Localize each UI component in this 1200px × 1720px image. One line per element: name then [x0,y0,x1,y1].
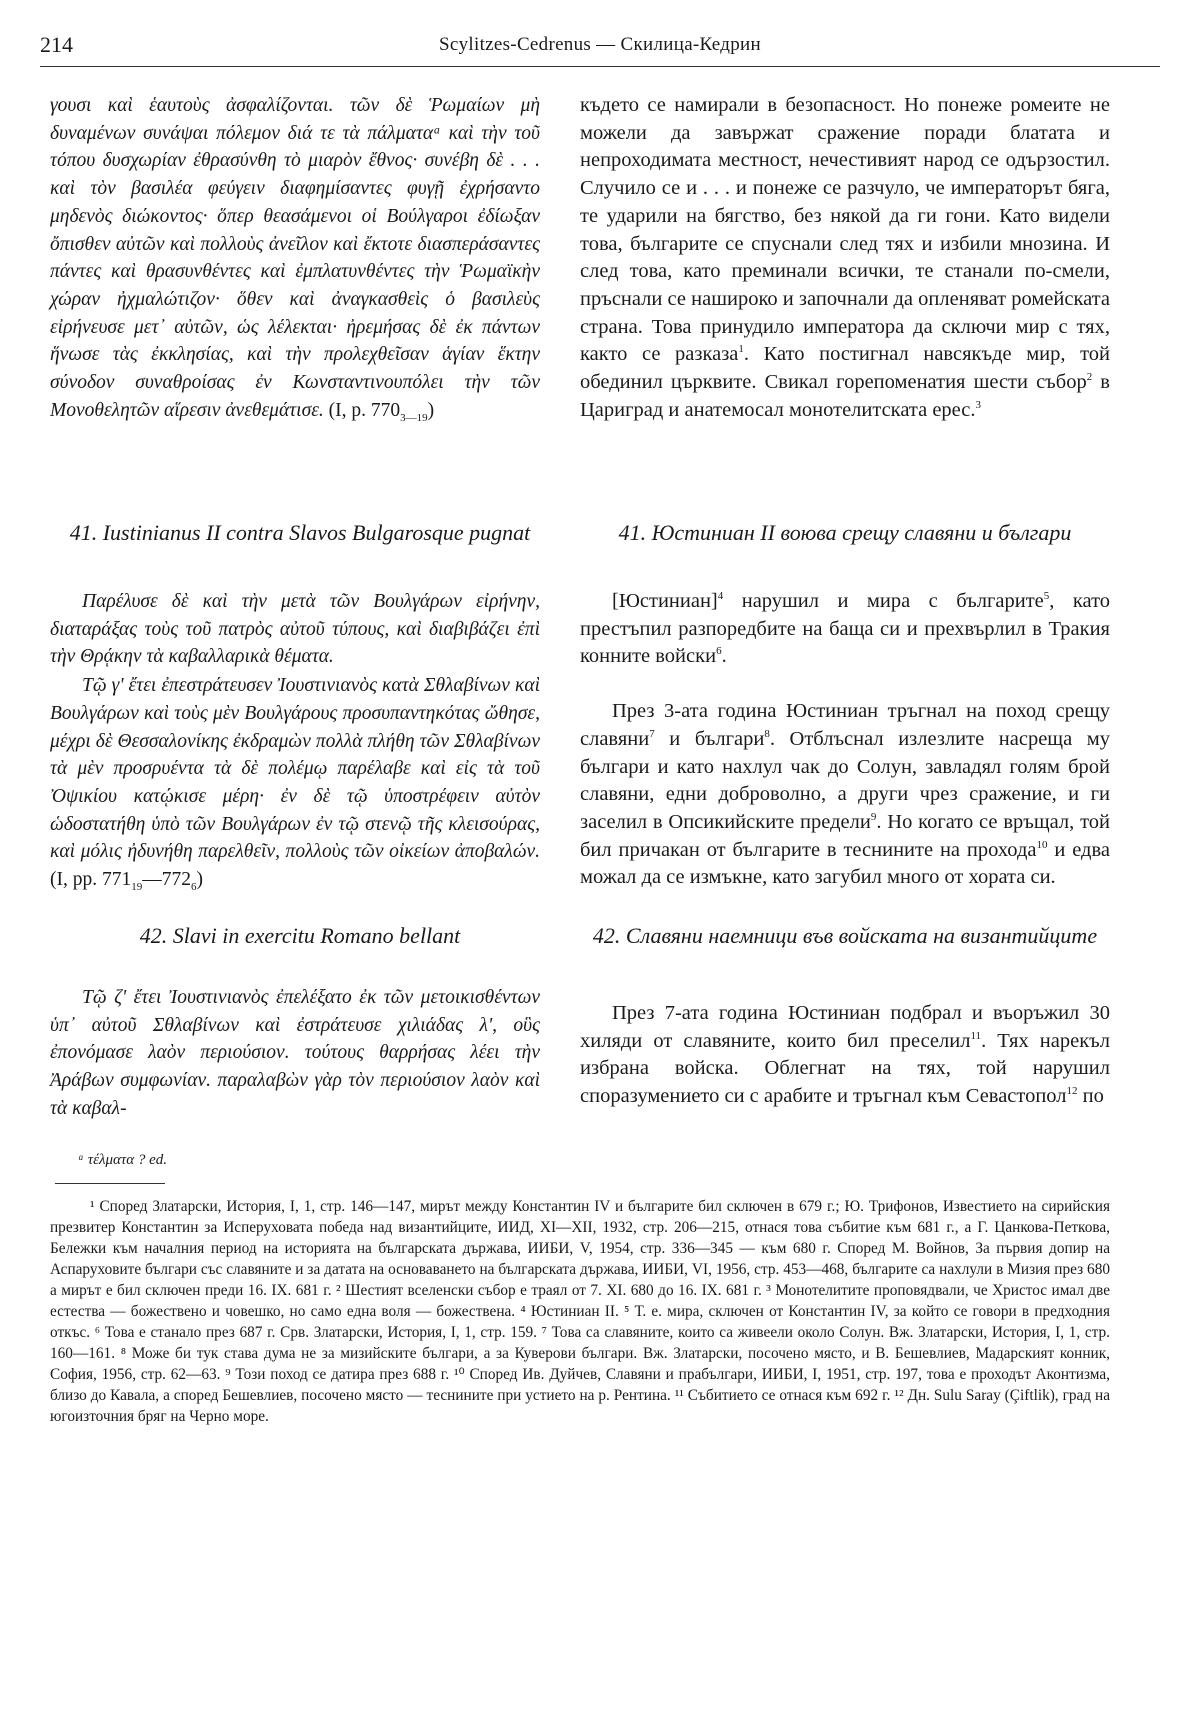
bulgarian-text-section-41 [580,588,1110,892]
footnote-ref-8[interactable]: 8 [764,727,770,740]
apparatus-note: ᵃ τέλματα ? ed. [78,1152,168,1168]
bulgarian-text-block-1: където се намирали в безопасност. Но понеже ромеите не можели да завържат сражение поради блатата и непроходимата местност, нечестивият народ се одързостил. Случило се и . . . и понеже се разчуло, че императорът бяга, те ударили на бягство, без някой да ги гони. Като видели това, българите се спуснали след тях и избили мнозина. И след това, като преминали всички, те станали по-смели, пръснали се нашироко и започнали да опленяват ромейската страна. Това принудило императора да сключи мир с тях, както се разказа$^1$. Като постигнал навсякъде мир, той обединил църквите. Свикал горепоменатия шести събор$^2$ в Цариград и анатемосал монотелитската ерес.$^3$ [580,94,1111,421]
section-41-latin-title: 41. Iustinianus II contra Slavos Bulgarosque pugnat [69,520,531,545]
footnote-ref-5[interactable]: 5 [1043,590,1050,603]
greek-text-section-42 [50,984,540,1123]
footnote-ref-7[interactable]: 7 [649,727,655,740]
footnotes [50,1196,1110,1427]
footnote-divider [55,1183,165,1184]
greek-paragraph: Παρέλυσε δὲ καὶ τὴν μετὰ τῶν Βουλγάρων εἰρήνην, διαταράξας τοὺς τοῦ πατρὸς αὐτοῦ τύπους, καὶ διαβιβάζει ἐπὶ τὴν Θρᾴκην τὰ καβαλλαρικὰ θέματα. [50,591,540,668]
section-41-bulgarian-title: 41. Юстиниан II воюва срещу славяни и българи [618,520,1072,545]
bulgarian-paragraph: През 7-ата година Юстиниан подбрал и въоръжил 30 хиляди от славяните, които бил преселил$^{11}$. Тях нарекъл избрана войска. Облегнат на тях, той нарушил споразумението си с арабите и тръгнал към Севастопол$^{12}$ по [580,1002,1110,1108]
bulgarian-text-section-42 [580,1000,1110,1111]
section-42-bulgarian-title: 42. Славяни наемници във войската на византийците [592,923,1098,948]
footnote-ref-10[interactable]: 10 [1036,838,1048,851]
footnote-ref-4[interactable]: 4 [717,590,724,603]
bulgarian-paragraph: През 3-ата година Юстиниан тръгнал на поход срещу славяни$^7$ и българи$^8$. Отблъснал излезлите насреща му българи и като нахлул чак до Солун, завладял голям брой славяни, едни доброволно, а други чрез сражение, и ги заселил в Опсикийските предели$^9$. Но когато се връщал, той бил причакан от българите в теснините на прохода$^{10}$ и едва можал да се измъкне, като загубил много от хората си. [580,700,1110,889]
footnotes-text: ¹ Според Златарски, История, I, 1, стр. 146—147, мирът между Константин IV и българите бил сключен в 679 г.; Ю. Трифонов, Известието на сирийския презвитер Константин за Исперуховата победа над византийците, ИИД, XI—XII, 1932, стр. 206—215, отнася това събитие към 681 г., а Г. Цанкова-Петкова, Бележки към началния период на историята на българската държава, ИИБИ, V, 1954, стр. 336—345 — към 680 г. Според М. Войнов, За първия допир на Аспаруховите българи със славяните и за датата на основаването на българската държава, ИИБИ, VI, 1956, стр. 453—468, българите са нахлули в Мизия през 680 а мирът е бил сключен преди 16. IX. 681 г. ² Шестият вселенски събор е траял от 7. XI. 680 до 16. IX. 681 г. ³ Монотелитите проповядвали, че Христос имал две естества — божествено и човешко, но само една воля — божествена. ⁴ Юстиниан II. ⁵ Т. е. мира, сключен от Константин IV, за който се говори в предходния откъс. ⁶ Това е станало през 687 г. Срв. Златарски, История, I, 1, стр. 159. ⁷ Това са славяните, които са живеели около Солун. Вж. Златарски, История, I, 1, стр. 160—161. ⁸ Може би тук става дума не за мизийските българи, а за Куверови българи. Вж. Златарски, посочено място, и В. Бешевлиев, Мадарският конник, София, 1956, стр. 62—63. ⁹ Този поход се датира през 688 г. ¹⁰ Според Ив. Дуйчев, Славяни и прабългари, ИИБИ, I, 1951, стр. 197, това е проходът Аконтизма, близо до Кавала, а според Бешевлиев, посочено място — теснините при устието на р. Рентина. ¹¹ Събитието се отнася към 692 г. ¹² Дн. Sulu Saray (Çiftlik), град на югоизточния бряг на Черно море. [50,1198,1110,1425]
page-number: 214 [40,32,73,57]
greek-passage: γουσι καὶ ἑαυτοὺς ἀσφαλίζονται. τῶν δὲ Ῥωμαίων μὴ δυναμένων συνάψαι πόλεμον διά τε τὰ πάλματαᵃ καὶ τὴν τοῦ τόπου δυσχωρίαν ἐθρασύνθη τὸ μιαρὸν ἔθνος· συνέβη δὲ . . . καὶ τὸν βασιλέα φεύγειν διαφημίσαντες φυγῇ ἐχρήσαντο μηδενὸς διώκοντος· ὅπερ θεασάμενοι οἱ Βούλγαροι ἐδίωξαν ὄπισθεν αὐτῶν καὶ πολλοὺς ἀνεῖλον καὶ ἔκτοτε διασπεράσαντες πάντες καὶ θρασυνθέντες καὶ ἐμπλατυνθέντες τὴν Ῥωμαϊκὴν χώραν ἠχμαλώτιζον· ὅθεν καὶ ἀναγκασθεὶς ὁ βασιλεὺς εἰρήνευσε μετ᾽ αὐτῶν, ὡς λέλεκται· ἠρεμήσας δὲ ἐκ πάντων ἥνωσε τὰς ἐκκλησίας, καὶ τὴν προλεχθεῖσαν ἁγίαν ἕκτην σύνοδον συναθροίσας ἐν Κωνσταντινουπόλει τὴν τῶν Μονοθελητῶν αἵρεσιν ἀνεθεμάτισε. [50,95,540,421]
footnote-ref-6[interactable]: 6 [716,645,722,658]
running-title: Scylitzes-Cedrenus — Скилица-Кедрин [439,34,761,55]
footnote-ref-2[interactable]: 2 [1086,371,1093,384]
greek-text-section-41 [50,588,540,894]
greek-paragraph: Τῷ ζ' ἔτει Ἰουστινιανὸς ἐπελέξατο ἐκ τῶν μετοικισθέντων ὑπ᾽ αὐτοῦ Σθλαβίνων καὶ ἐστράτευσε χιλιάδας λ', οὓς ἐπονόμασε λαὸν περιούσιον. τούτους θαρρήσας λέει τὴν Ἀράβων συμφωνίαν. παραλαβὼν γὰρ τὸν περιούσιον λαὸν καὶ τὰ καβαλ- [50,987,540,1119]
source-reference: (I, p. $770_{3—19}$) [328,399,435,424]
section-42-latin-title: 42. Slavi in exercitu Romano bellant [139,923,461,948]
footnote-ref-1[interactable]: 1 [738,343,744,356]
source-reference: (I, pp. $771_{19}—772_6$) [50,869,203,893]
footnote-ref-3[interactable]: 3 [975,398,982,411]
footnote-ref-9[interactable]: 9 [870,811,877,824]
bulgarian-passage: където се намирали в безопасност. Но понеже ромеите не можели да завържат сражение поради блатата и непроходимата местност, нечестивият народ се одързостил. Случило се и . . . и понеже се разчуло, че императорът бяга, те ударили на бягство, без някой да ги гони. Като видели това, българите се спуснали след тях и избили мнозина. И след това, като преминали всички, те станали по-смели, пръснали се нашироко и започнали да опленяват ромейската страна. Това принудило императора да сключи мир с тях, както се разказа [580,94,1110,366]
bulgarian-paragraph: [Юстиниан]$^4$ нарушил и мира с българите$^5$, като престъпил разпоредбите на баща си и прехвърлил в Тракия конните войски$^6$. [580,590,1111,668]
page-header [40,22,1160,67]
footnote-ref-11[interactable]: 11 [970,1029,982,1042]
footnote-ref-12[interactable]: 12 [1066,1085,1078,1098]
greek-text-block-1 [50,92,540,424]
greek-paragraph: Τῷ γ' ἔτει ἐπεστράτευσεν Ἰουστινιανὸς κατὰ Σθλαβίνων καὶ Βουλγάρων καὶ τοὺς μὲν Βουλγάρους προσυπαντηκότας ὤθησε, μέχρι δὲ Θεσσαλονίκης ἐκδραμὼν πολλὰ πλήθη τῶν Σθλαβίνων τὰ μὲν προσρυέντα τὰ δὲ πολέμῳ παρέλαβε καὶ εἰς τὰ τοῦ Ὀψικίου κατῴκισε μέρη· ἐν δὲ τῷ ὑποστρέφειν αὐτὸν ὡδοστατήθη ὑπὸ τῶν Βουλγάρων ἐν τῷ στενῷ τῆς κλεισούρας, καὶ μόλις ἠδυνήθη παρελθεῖν, πολλοὺς τῶν οἰκείων ἀποβαλών. (I, pp. $771_{19}—772_6$) [50,675,540,893]
